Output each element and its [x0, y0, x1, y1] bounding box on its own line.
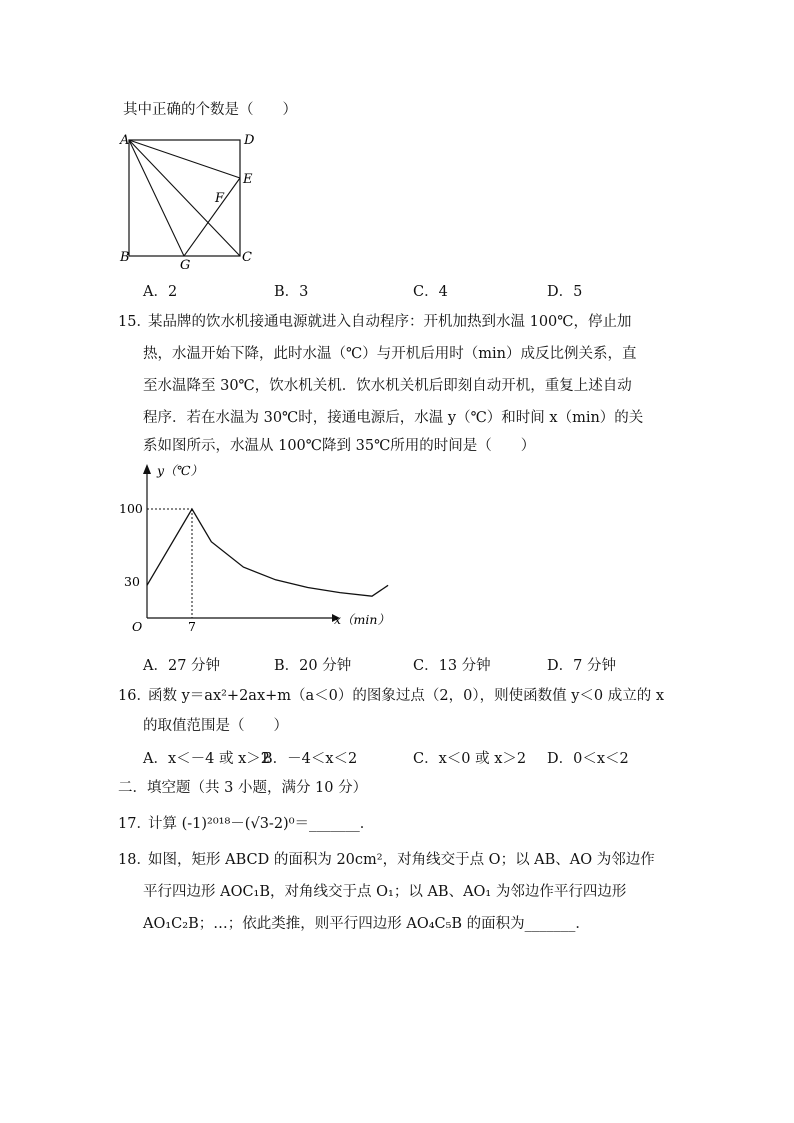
q16-option-d: D．0＜x＜2 — [547, 751, 629, 767]
intro-line: 其中正确的个数是（ ） — [123, 102, 297, 118]
label-e: E — [243, 172, 253, 187]
temperature-chart — [112, 458, 392, 643]
x-axis-label: x（min） — [334, 612, 390, 627]
q15-line: 热，水温开始下降，此时水温（℃）与开机后用时（min）成反比例关系，直 — [143, 346, 637, 362]
label-c: C — [242, 250, 252, 265]
q16-line2: 的取值范围是（ ） — [143, 718, 288, 734]
q16-option-c: C．x＜0 或 x＞2 — [413, 751, 527, 767]
q16-number: 16． — [118, 688, 151, 704]
q14-option-b: B．3 — [274, 284, 309, 300]
q15-line: 程序．若在水温为 30℃时，接通电源后，水温 y（℃）和时间 x（min）的关 — [143, 410, 644, 426]
label-b: B — [120, 250, 130, 265]
q18-number: 18． — [118, 852, 151, 868]
y-tick-100: 100 — [119, 501, 143, 516]
label-d: D — [244, 133, 255, 148]
q15-option-d: D．7 分钟 — [547, 658, 616, 674]
q15-option-a: A．27 分钟 — [143, 658, 221, 674]
q16-line1: 函数 y＝ax²+2ax+m（a＜0）的图象过点（2，0），则使函数值 y＜0 成立的 x — [148, 688, 665, 704]
q15-option-c: C．13 分钟 — [413, 658, 491, 674]
origin-label: O — [132, 619, 143, 634]
q15-line: 至水温降至 30℃，饮水机关机．饮水机关机后即刻自动开机，重复上述自动 — [143, 378, 632, 394]
q14-option-a: A．2 — [143, 284, 178, 300]
q16-option-a: A．x＜－4 或 x＞2 — [143, 751, 270, 767]
q18-line: 如图，矩形 ABCD 的面积为 20cm²，对角线交于点 O；以 AB、AO 为邻边作 — [148, 852, 655, 868]
y-tick-30: 30 — [124, 574, 140, 589]
q17-text: 计算 (-1)²⁰¹⁸－(√3-2)⁰＝_______． — [148, 816, 375, 832]
square-figure — [112, 130, 262, 270]
q14-option-d: D．5 — [547, 284, 583, 300]
q18-line: 平行四边形 AOC₁B，对角线交于点 O₁；以 AB、AO₁ 为邻边作平行四边形 — [143, 884, 627, 900]
q15-line: 系如图所示，水温从 100℃降到 35℃所用的时间是（ ） — [143, 438, 536, 454]
x-tick-7: 7 — [188, 619, 196, 634]
q15-line: 某品牌的饮水机接通电源就进入自动程序：开机加热到水温 100℃，停止加 — [148, 314, 632, 330]
y-axis-label: y（℃） — [157, 463, 204, 478]
label-g: G — [180, 258, 191, 270]
q18-line: AO₁C₂B；…；依此类推，则平行四边形 AO₄C₅B 的面积为_______． — [143, 916, 590, 932]
q17-number: 17． — [118, 816, 151, 832]
q15-option-b: B．20 分钟 — [274, 658, 352, 674]
label-f: F — [215, 191, 225, 206]
q15-number: 15． — [118, 314, 151, 330]
q14-option-c: C．4 — [413, 284, 448, 300]
y-axis-arrow — [143, 464, 151, 474]
label-a: A — [120, 133, 130, 148]
section-title: 二．填空题（共 3 小题，满分 10 分） — [118, 780, 368, 796]
temperature-series-line — [147, 509, 388, 596]
q16-option-b: B．－4＜x＜2 — [262, 751, 358, 767]
